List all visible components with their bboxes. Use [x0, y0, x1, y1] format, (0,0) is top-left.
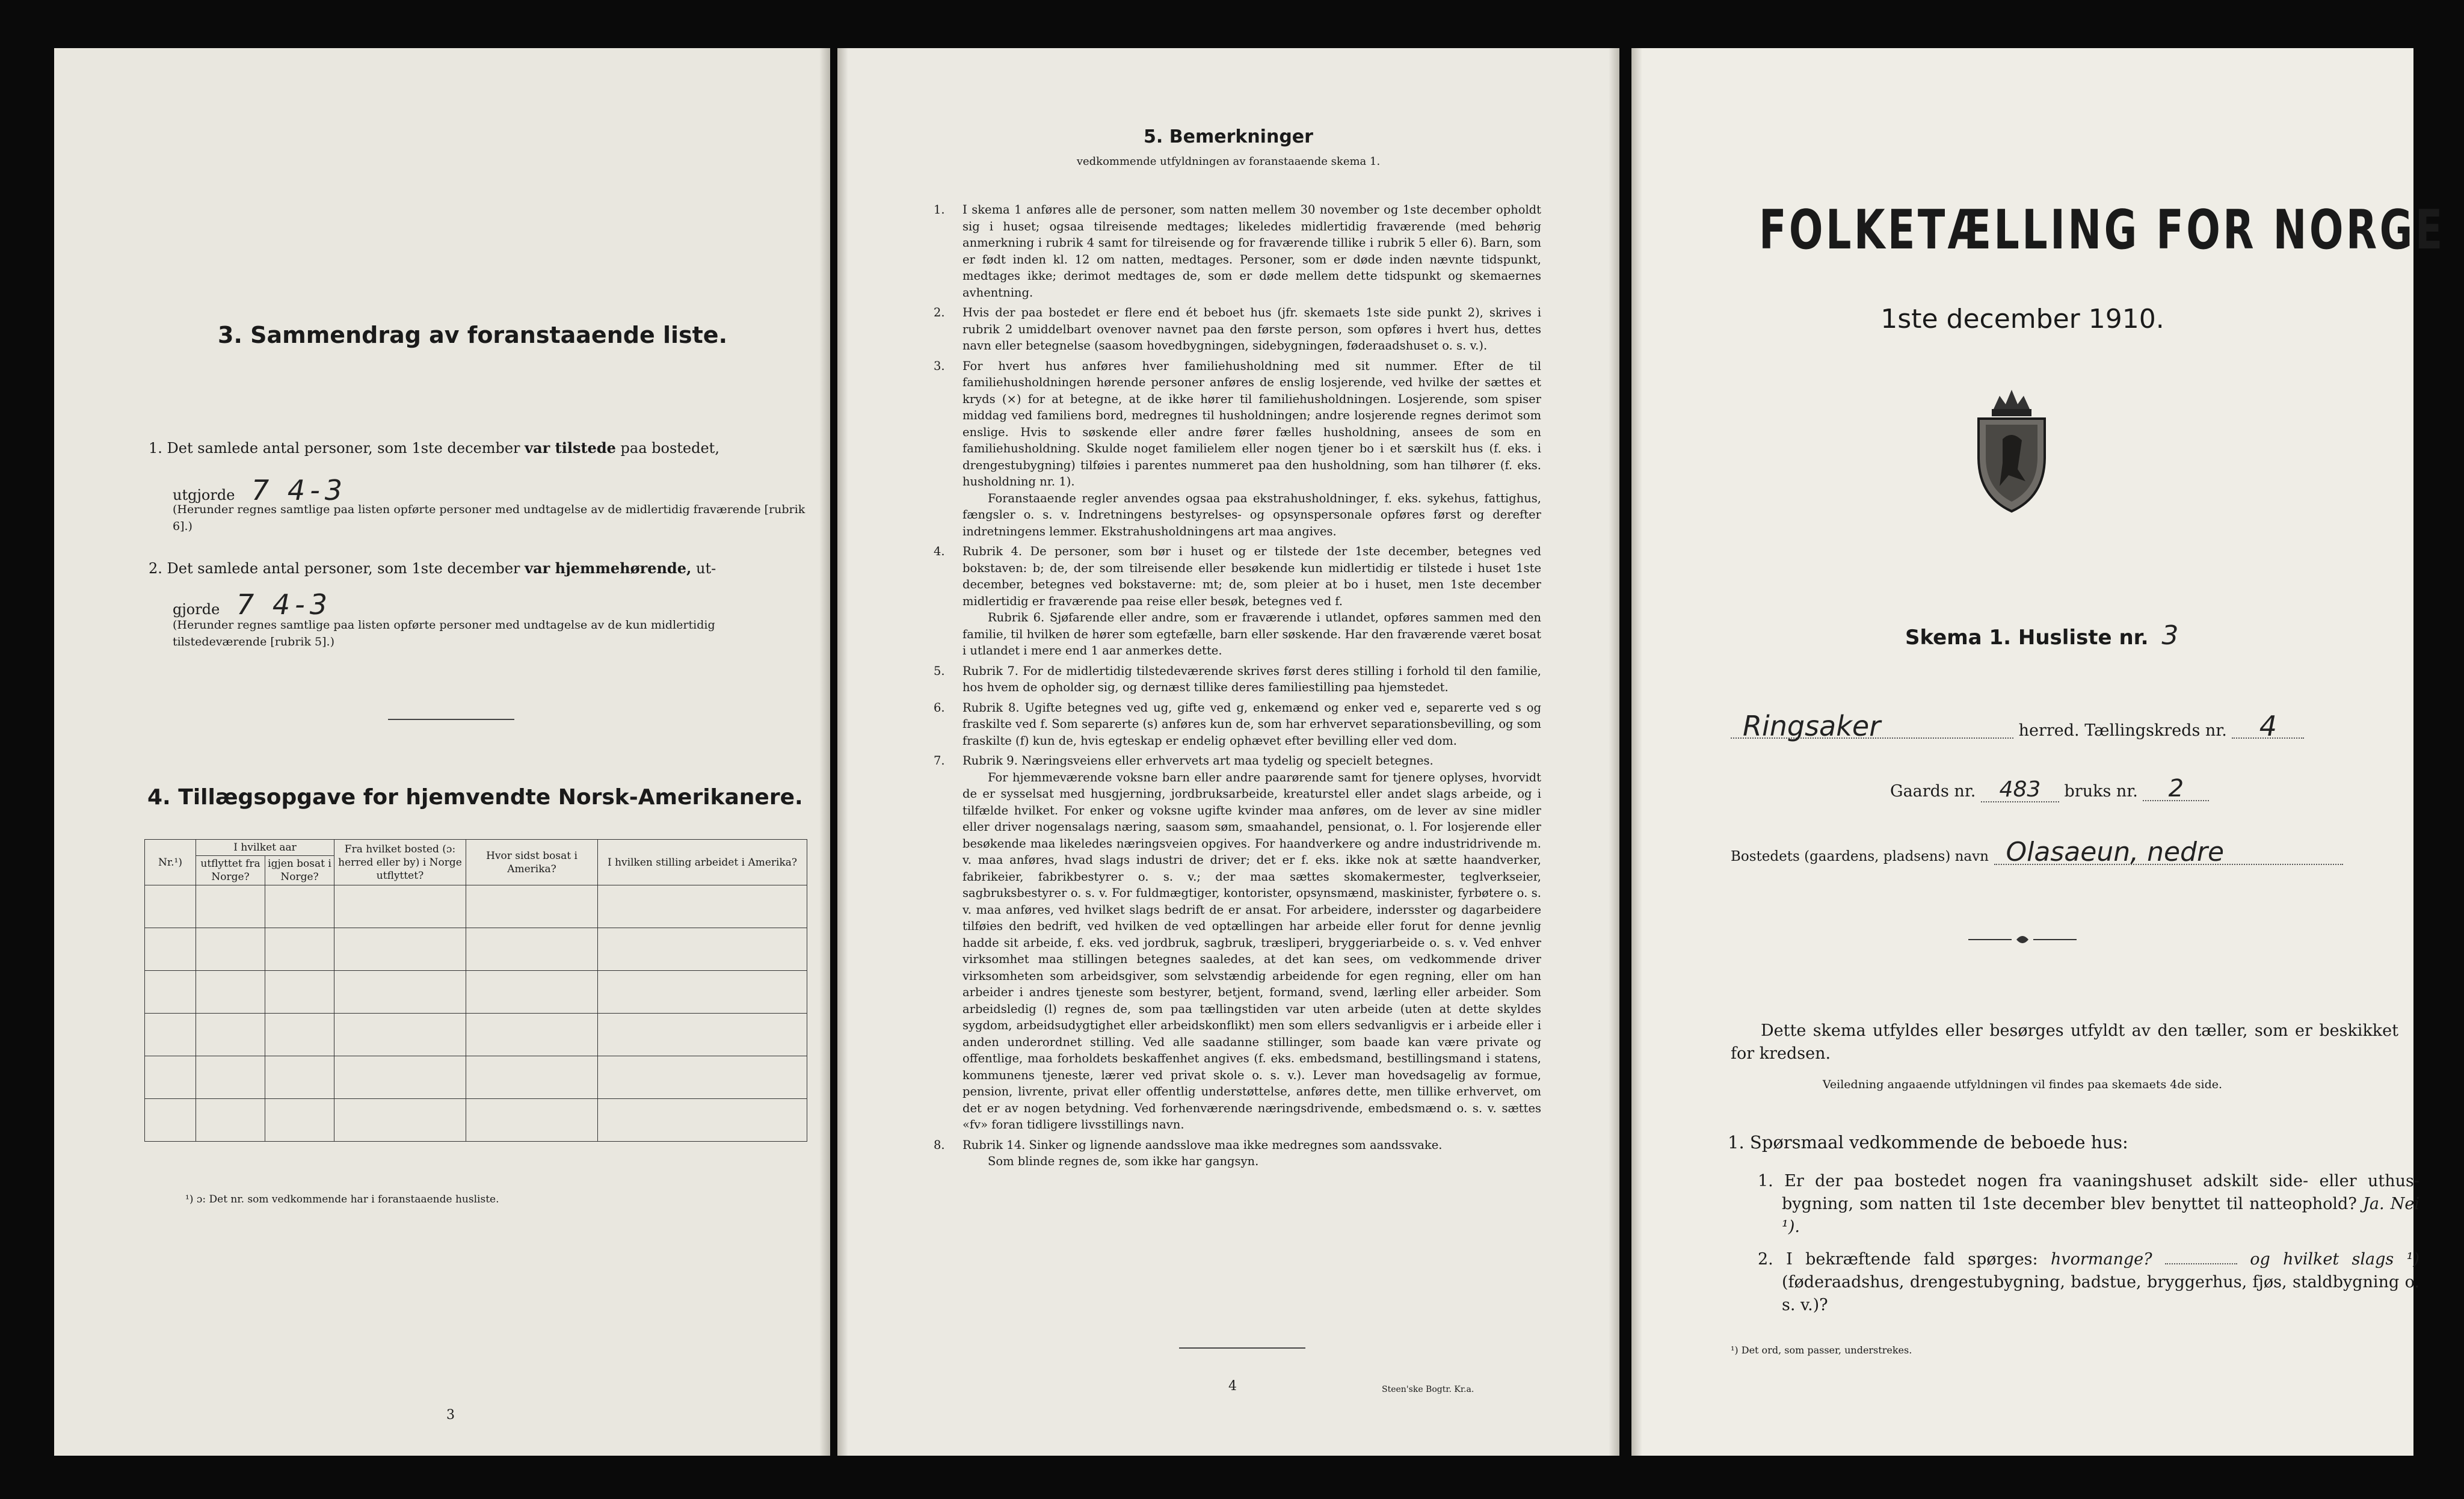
question1-2-text: 2. I bekræftende fald spørges: [1758, 1250, 2038, 1269]
remark-number: 8. [934, 1137, 945, 1152]
table-cell[interactable] [334, 1014, 466, 1056]
table-cell[interactable] [145, 1056, 196, 1099]
table-header-row [145, 840, 807, 856]
remark-number: 2. [934, 306, 945, 319]
table-cell[interactable] [598, 971, 807, 1014]
divider [388, 719, 514, 720]
remark-item [934, 1137, 1541, 1170]
page-fold-shadow-left [837, 48, 848, 1456]
item2-text-end: ut- [695, 560, 716, 577]
question1-2-blank[interactable] [2165, 1263, 2237, 1264]
remark-number: 1. [934, 203, 945, 217]
col-last-residence: Hvor sidst bosat i Amerika? [466, 840, 598, 885]
col-emigrated: utflyttet fra Norge? [196, 856, 265, 885]
table-cell[interactable] [598, 1056, 807, 1099]
item1-utgjorde-label: utgjorde [173, 487, 235, 503]
guidance-text: Veiledning angaaende utfyldningen vil findes paa skemaets 4de side. [1822, 1078, 2223, 1091]
question1-title: 1. Spørsmaal vedkommende de beboede hus: [1728, 1132, 2128, 1153]
question1-2 [1758, 1248, 2419, 1317]
remark-text: For hvert hus anføres hver familiehusholdning med sit nummer. Efter de til familiehusholdningen hørende personer anføres de enslig losjerende, ved hvilke der sættes et kryds (×) for at betegne, at de ikke hører til familiehusholdningen. Losjerende, som spiser middag ved familiens bord, medregnes til husholdningen; andre losjerende regnes derimot som enslige. Hvis to søskende eller andre fører fælles husholdning, ansees de som en familiehusholdning. Skulde noget familielem eller nogen tjener bo i et særskilt hus (f. eks. i drengestubygning) tilføies i parentes nummeret paa den husholdning, som han tilhører (f. eks. husholdning nr. 1). [962, 359, 1541, 488]
table-cell[interactable] [598, 1099, 807, 1142]
remark-extra-text: Foranstaaende regler anvendes ogsaa paa ekstrahusholdninger, f. eks. sykehus, fattighus, fængsler o. s. v. Indretningens bestyrelses- og opsynspersonale opføres først og derefter indretningens lemmer. Ekstrahusholdningens art maa angives. [962, 491, 1541, 538]
remark-number: 3. [934, 359, 945, 373]
table-cell[interactable] [145, 885, 196, 928]
remark-extra-text: Som blinde regnes de, som ikke har gangsyn. [988, 1154, 1259, 1168]
remark-text: Rubrik 8. Ugifte betegnes ved ug, gifte ved g, enkemænd og enker ved e, separerte ved s og fraskilte ved f. Som separerte (s) anføres kun de, som har erhvervet separationsbevilling, og som fraskilte (f) kun de, hvis egteskap er endelig ophævet efter bevilling eller ved dom. [962, 700, 1541, 748]
question1-1-text: 1. Er der paa bostedet nogen fra vaaningshuset adskilt side- eller uthus-bygning, som natten til 1ste december blev benyttet til natteophold? [1758, 1172, 2419, 1213]
page-left [54, 48, 830, 1456]
gaards-row [1890, 777, 2371, 803]
table-cell[interactable] [196, 928, 265, 971]
remark-number: 4. [934, 544, 945, 558]
table-footnote: ¹) ɔ: Det nr. som vedkommende har i foranstaaende husliste. [185, 1193, 499, 1205]
table-cell[interactable] [265, 1099, 334, 1142]
norsk-amerikanere-table [144, 839, 807, 1142]
table-cell[interactable] [145, 971, 196, 1014]
item1-note: (Herunder regnes samtlige paa listen opførte personer med undtagelse av de midlertidig fraværende [rubrik 6].) [173, 503, 805, 533]
table-cell[interactable] [265, 971, 334, 1014]
divider [1179, 1347, 1305, 1349]
kreds-nr-handwritten[interactable]: 4 [2232, 715, 2304, 739]
herred-label: herred. Tællingskreds nr. [2018, 721, 2227, 740]
table-cell[interactable] [466, 971, 598, 1014]
item2-text: 2. Det samlede antal personer, som 1ste december [149, 560, 520, 577]
herred-row [1731, 710, 2392, 742]
section3-title: 3. Sammendrag av foranstaaende liste. [218, 322, 728, 348]
table-row [145, 1056, 807, 1099]
item2-value-handwritten[interactable]: 7 4-3 [236, 588, 332, 621]
bosted-row [1731, 837, 2404, 868]
item1-bold: var tilstede [525, 439, 616, 457]
footnote: ¹) Det ord, som passer, understrekes. [1731, 1344, 1912, 1356]
schema-label-text: Skema 1. Husliste nr. [1905, 626, 2149, 650]
question1-1 [1758, 1170, 2419, 1239]
remark-number: 7. [934, 754, 945, 768]
husliste-nr-handwritten[interactable]: 3 [2161, 620, 2179, 651]
table-cell[interactable] [196, 1056, 265, 1099]
table-row [145, 1099, 807, 1142]
bruks-label: bruks nr. [2064, 782, 2138, 801]
remark-item [934, 543, 1541, 659]
table-cell[interactable] [466, 928, 598, 971]
remark-text: I skema 1 anføres alle de personer, som natten mellem 30 november og 1ste december opholdt sig i huset; ogsaa tilreisende medtages; likeledes midlertidig fraværende (med behørig anmerkning i rubrik 4 samt for tilreisende og for fraværende tillike i rubrik 5 eller 6). Barn, som er født inden kl. 12 om natten, medtages. Personer, som er døde inden nævnte tidspunkt, medtages ikke; derimot medtages de, som er døde mellem dette tidspunkt og skemaernes avhentning. [962, 203, 1541, 300]
table-cell[interactable] [265, 885, 334, 928]
printer-mark: Steen'ske Bogtr. Kr.a. [1382, 1385, 1474, 1394]
remark-item [934, 202, 1541, 301]
page-middle [837, 48, 1619, 1456]
table-cell[interactable] [466, 1099, 598, 1142]
summary-item-2 [149, 556, 816, 580]
col-occupation: I hvilken stilling arbeidet i Amerika? [598, 840, 807, 885]
table-cell[interactable] [598, 885, 807, 928]
item1-value-handwritten[interactable]: 7 4-3 [251, 474, 348, 506]
item1-text-end: paa bostedet, [620, 440, 719, 457]
schema-label [1905, 620, 2179, 651]
table-cell[interactable] [196, 971, 265, 1014]
table-cell[interactable] [145, 1014, 196, 1056]
remark-text: Rubrik 9. Næringsveiens eller erhvervets art maa tydelig og specielt betegnes. [962, 754, 1434, 768]
page-right [1631, 48, 2445, 1456]
norwegian-coat-of-arms-icon [1967, 385, 2057, 514]
question1-2-slags: og hvilket slags ¹) [2250, 1250, 2419, 1269]
table-row [145, 1014, 807, 1056]
table-cell[interactable] [598, 928, 807, 971]
table-cell[interactable] [145, 1099, 196, 1142]
herred-value-handwritten[interactable]: Ringsaker [1731, 715, 2013, 739]
remark-item [934, 663, 1541, 696]
table-cell[interactable] [334, 885, 466, 928]
item1-text: 1. Det samlede antal personer, som 1ste december [149, 440, 520, 457]
remark-item [934, 700, 1541, 750]
remark-text: Rubrik 4. De personer, som bør i huset og er tilstede der 1ste december, betegnes ved bokstaven: b; de, der som tilreisende eller besøkende kun midlertidig er tilstede i huset 1ste december, betegnes ved bokstaverne: mt; de, som pleier at bo i huset, men 1ste december midlertidig er fraværende paa reise eller besøk, betegnes ved f. [962, 544, 1541, 608]
question1-2-examples: (føderaadshus, drengestubygning, badstue, bryggerhus, fjøs, staldbygning o. s. v.)? [1782, 1273, 2419, 1314]
question1-1-answer[interactable]: Ja. Nei ¹). [1782, 1195, 2419, 1236]
table-cell[interactable] [196, 1014, 265, 1056]
page-number: 3 [446, 1408, 455, 1423]
table-cell[interactable] [265, 1056, 334, 1099]
table-cell[interactable] [196, 885, 265, 928]
summary-item-1 [149, 436, 816, 460]
col-returned: igjen bosat i Norge? [265, 856, 334, 885]
remark-item [934, 358, 1541, 540]
remark-item [934, 304, 1541, 354]
table-cell[interactable] [334, 971, 466, 1014]
census-date: 1ste december 1910. [1880, 304, 2164, 334]
table-cell[interactable] [466, 1014, 598, 1056]
section4-title: 4. Tillægsopgave for hjemvendte Norsk-Amerikanere. [147, 785, 803, 810]
remarks-list [934, 202, 1541, 1174]
table-cell[interactable] [334, 928, 466, 971]
remarks-subtitle: vedkommende utfyldningen av foranstaaende skema 1. [1076, 155, 1381, 168]
table-cell[interactable] [265, 1014, 334, 1056]
col-nr: Nr.¹) [145, 840, 196, 885]
remark-number: 6. [934, 700, 945, 715]
table-row [145, 928, 807, 971]
remark-text: Rubrik 14. Sinker og lignende aandsslove maa ikke medregnes som aandssvake. [962, 1137, 1443, 1152]
remark-text: Hvis der paa bostedet er flere end ét beboet hus (jfr. skemaets 1ste side punkt 2), skrives i rubrik 2 umiddelbart ovenover navnet paa den første person, som opføres i hvert hus, dettes navn eller betegnelse (saasom hovedbygningen, sidebygningen, føderaadshuset o. s. v.). [962, 306, 1541, 352]
gaards-label: Gaards nr. [1890, 782, 1976, 801]
item2-utgjorde-label: gjorde [173, 601, 220, 618]
item2-bold: var hjemmehørende, [525, 559, 692, 577]
item2-note: (Herunder regnes samtlige paa listen opførte personer med undtagelse av de kun midlertidig tilstedeværende [rubrik 5].) [173, 618, 715, 648]
page-fold-shadow-right [1609, 48, 1619, 1456]
table-cell[interactable] [598, 1014, 807, 1056]
table-cell[interactable] [334, 1099, 466, 1142]
page-fold-shadow [819, 48, 830, 1456]
page-fold-shadow-left [1631, 48, 1642, 1456]
table-cell[interactable] [334, 1056, 466, 1099]
remark-text: Rubrik 7. For de midlertidig tilstedeværende skrives først deres stilling i forhold til den familie, hos hvem de opholder sig, og dernæst tillike deres familiestilling paa hjemstedet. [962, 663, 1541, 694]
table-cell[interactable] [466, 885, 598, 928]
remark-item [934, 753, 1541, 1133]
table-cell[interactable] [265, 928, 334, 971]
ornament-divider [1968, 932, 2077, 947]
col-year-group: I hvilket aar [196, 840, 334, 856]
table-row [145, 885, 807, 928]
remarks-title: 5. Bemerkninger [1144, 126, 1313, 147]
remark-extra-text: Rubrik 6. Sjøfarende eller andre, som er fraværende i utlandet, opføres sammen med den familie, til hvilken de hører som egtefælle, barn eller søskende. Har den fraværende været bosat i utlandet i mere end 1 aar anmerkes dette. [962, 611, 1541, 657]
remark-number: 5. [934, 663, 945, 678]
remark-extra-text: For hjemmeværende voksne barn eller andre paarørende samt for tjenere oplyses, hvorvidt de er sysselsat med husgjerning, jordbruksarbeide, kreaturstel eller andet slags arbeide, og i tilfælde hvilket. For enker og voksne ugifte kvinder maa anføres, om de lever av sine midler eller driver nogensalags næring, saasom søm, smaahandel, pensionat, o. l. For losjerende eller besøkende maa likeledes næringsveien opgives. For haandverkere og andre industridrivende m. v. maa anføres, hvad slags industri de driver; det er f. eks. ikke nok at sætte haandverker, fabrikeier, fabrikbestyrer o. s. v.; der maa sættes skomakermester, teglverkseier, sagbruksbestyrer o. s. v. For fuldmægtiger, kontorister, opsynsmænd, maskinister, fyrbøtere o. s. v. maa anføres, ved hvilket slags bedrift de er ansat. For arbeidere, indersster og dagarbeidere tilføies den bedrift, ved hvilken de ved optællingen har arbeide eller forut for denne jevnlig hadde sit arbeide, f. eks. ved jordbruk, sagbruk, træsliperi, bryggeriarbeide o. s. v. Ved enhver virksomhet maa stillingen betegnes saaledes, at det kan sees, om vedkommende driver virksomheten som arbeidsgiver, som selvstændig arbeidende for egen regning, eller om han arbeider i andres tjeneste som bestyrer, betjent, formand, svend, lærling eller arbeider. Som arbeidsledig (l) regnes de, som paa tællingstiden var uten arbeide (uten at dette skyldes sygdom, arbeidsudygtighet eller arbeidskonflikt) men som ellers sedvanligvis er i arbeide eller i anden underordnet stilling. Ved alle saadanne stillinger, som baade kan være private og offentlige, maa forholdets beskaffenhet angives (f. eks. embedsmand, bestillingsmand i statens, kommunens tjeneste, lærer ved privat skole o. s. v.). Lever man hovedsagelig av formue, pension, livrente, privat eller offentlig understøttelse, anføres dette, men tillike erhvervet, om det er av nogen betydning. Ved forhenværende næringsdrivende, embedsmænd o. s. v. sættes «fv» foran tidligere livsstillings navn. [962, 770, 1541, 1131]
table-cell[interactable] [196, 1099, 265, 1142]
document-title: FOLKETÆLLING FOR NORGE [1759, 199, 2445, 262]
page-number: 4 [1228, 1379, 1237, 1394]
table-cell[interactable] [145, 928, 196, 971]
instruction-text: Dette skema utfyldes eller besørges utfyldt av den tæller, som er beskikket for kredsen. [1731, 1021, 2398, 1063]
bosted-value-handwritten[interactable]: Olasaeun, nedre [1994, 841, 2343, 865]
bruks-nr-handwritten[interactable]: 2 [2143, 777, 2209, 801]
question1-2-hvormange: hvormange? [2050, 1250, 2152, 1269]
gaards-nr-handwritten[interactable]: 483 [1981, 778, 2059, 802]
table-row [145, 971, 807, 1014]
table-cell[interactable] [466, 1056, 598, 1099]
bosted-label: Bostedets (gaardens, pladsens) navn [1731, 849, 1989, 864]
col-from-where: Fra hvilket bosted (ɔ: herred eller by) i Norge utflyttet? [334, 840, 466, 885]
